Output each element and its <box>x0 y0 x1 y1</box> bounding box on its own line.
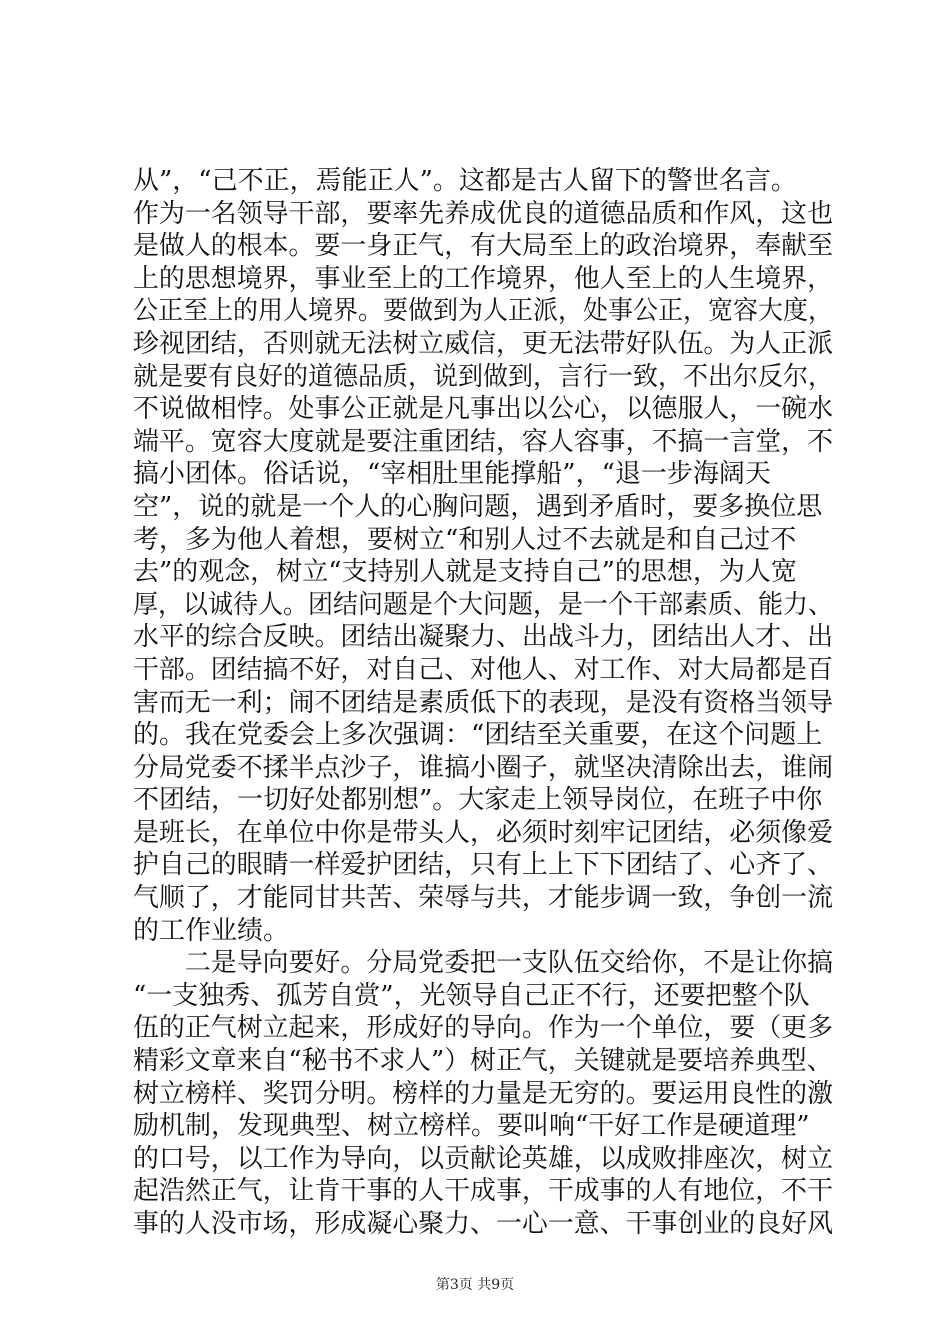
text-line: 公正至上的用人境界。要做到为人正派，处事公正，宽容大度， <box>133 296 834 327</box>
text-line: 搞小团体。俗话说，“宰相肚里能撑船”，“退一步海阔天 <box>133 459 771 490</box>
text-line: 考，多为他人着想，要树立“和别人过不去就是和自己过不 <box>133 524 797 555</box>
text-line: 事的人没市场，形成凝心聚力、一心一意、干事创业的良好风 <box>133 1209 834 1239</box>
text-line: 就是要有良好的道德品质，说到做到，言行一致，不出尔反尔， <box>133 361 834 392</box>
text-line: 端平。宽容大度就是要注重团结，容人容事，不搞一言堂，不 <box>133 426 834 457</box>
text-line: 起浩然正气，让肯干事的人干成事，干成事的人有地位，不干 <box>133 1176 834 1207</box>
text-line: 的。我在党委会上多次强调：“团结至关重要，在这个问题上 <box>133 720 823 751</box>
text-line: 上的思想境界，事业至上的工作境界，他人至上的人生境界， <box>133 263 834 294</box>
text-line: 干部。团结搞不好，对自己、对他人、对工作、对大局都是百 <box>133 654 834 685</box>
text-line: 分局党委不揉半点沙子，谁搞小圈子，就坚决清除出去，谁闹 <box>133 752 834 783</box>
body-text <box>133 165 833 1241</box>
text-line: 珍视团结，否则就无法树立威信，更无法带好队伍。为人正派 <box>133 328 834 359</box>
text-line: 空”，说的就是一个人的心胸问题，遇到矛盾时，要多换位思 <box>133 491 823 522</box>
text-line: 精彩文章来自“秘书不求人”）树正气，关键就是要培养典型、 <box>133 1046 833 1077</box>
text-line: 励机制，发现典型、树立榜样。要叫响“干好工作是硬道理” <box>133 1111 810 1142</box>
text-line: 不说做相悖。处事公正就是凡事出以公心，以德服人，一碗水 <box>133 394 834 425</box>
text-line: 从”，“己不正，焉能正人”。这都是古人留下的警世名言。 <box>133 166 797 196</box>
text-line: 作为一名领导干部，要率先养成优良的道德品质和作风，这也 <box>133 198 834 229</box>
text-line: 二是导向要好。分局党委把一支队伍交给你，不是让你搞 <box>133 948 834 979</box>
page-number-label: 第3页 共9页 <box>435 1277 515 1293</box>
text-line: 害而无一利；闹不团结是素质低下的表现，是没有资格当领导 <box>133 687 834 718</box>
text-line: 伍的正气树立起来，形成好的导向。作为一个单位，要（更多 <box>133 1013 834 1044</box>
text-line: 水平的综合反映。团结出凝聚力、出战斗力，团结出人才、出 <box>133 622 834 653</box>
text-line: 护自己的眼睛一样爱护团结，只有上上下下团结了、心齐了、 <box>133 850 834 881</box>
text-line: 气顺了，才能同甘共苦、荣辱与共，才能步调一致，争创一流 <box>133 883 834 914</box>
page-footer <box>0 1276 950 1294</box>
text-line: 去”的观念，树立“支持别人就是支持自己”的思想，为人宽 <box>133 557 797 588</box>
text-line: 是班长，在单位中你是带头人，必须时刻牢记团结，必须像爱 <box>133 817 834 848</box>
text-line: 树立榜样、奖罚分明。榜样的力量是无穷的。要运用良性的激 <box>133 1078 834 1109</box>
text-line: 的工作业绩。 <box>133 915 290 946</box>
text-line: 是做人的根本。要一身正气，有大局至上的政治境界，奉献至 <box>133 231 834 262</box>
text-line: 厚，以诚待人。团结问题是个大问题，是一个干部素质、能力、 <box>133 589 834 620</box>
text-line: 不团结，一切好处都别想”。大家走上领导岗位，在班子中你 <box>133 785 823 816</box>
text-line: 的口号，以工作为导向，以贡献论英雄，以成败排座次，树立 <box>133 1143 834 1174</box>
text-line: “一支独秀、孤芳自赏”，光领导自己正不行，还要把整个队 <box>133 980 810 1011</box>
